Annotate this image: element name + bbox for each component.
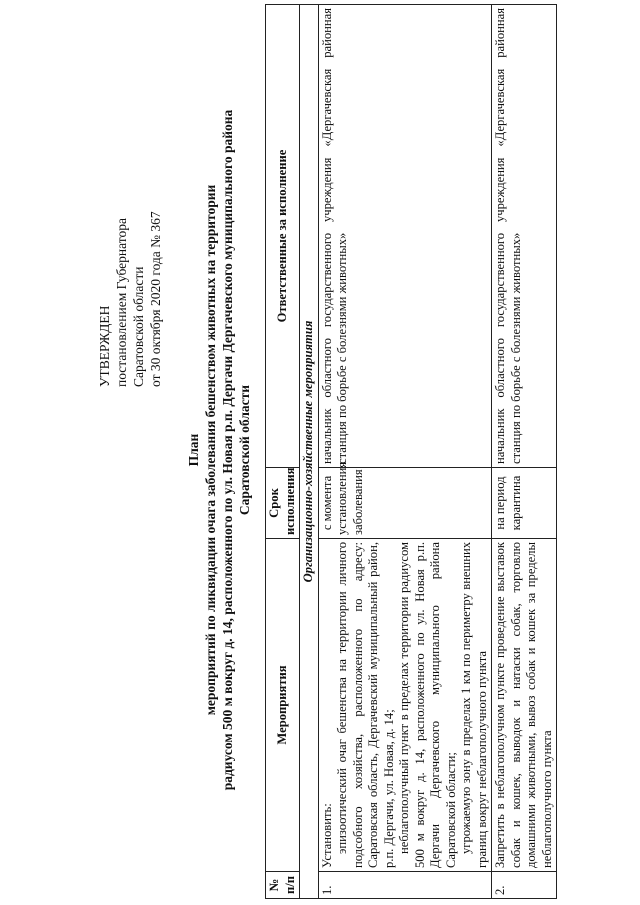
activity-paragraph: эпизоотический очаг бешенства на территории личного подсобного хозяйства, расположенного по адресу: Саратовская область, Дергачевский муниципальный район, р.п. Дергачи, ул. Новая, д. 14;: [335, 542, 396, 868]
activity-lead: Установить:: [319, 803, 334, 868]
row-activity: Запретить в неблагополучном пункте проведение выставок собак и кошек, выводок и натаски собак, торговлю домашними животными, вывоз собак и кошек за пределы неблагополучного пункта: [492, 539, 557, 872]
plan-heading: [185, 25, 253, 875]
plan-subtitle-line: мероприятий по ликвидации очага заболевания бешенством животных на территории: [203, 184, 218, 716]
plan-title: План: [186, 433, 201, 467]
row-term: с момента установления заболевания: [318, 468, 492, 539]
plan-subtitle-line: радиусом 500 м вокруг д. 14, расположенного по ул. Новая р.п. Дергачи Дергачевского муниципального района: [220, 109, 235, 791]
row-num: 1.: [318, 872, 492, 899]
approval-line: постановлением Губернатора: [114, 218, 129, 387]
plan-table: [265, 4, 557, 899]
plan-subtitle-line: Саратовской области: [237, 384, 252, 516]
approval-line: Саратовской области: [131, 266, 146, 387]
table-row: [492, 5, 557, 899]
activity-paragraph: угрожаемую зону в пределах 1 км по периметру внешних границ вокруг неблагополучного пункта: [459, 542, 489, 868]
header-num: № п/п: [266, 872, 300, 899]
row-responsible: начальник областного государственного учреждения «Дергачевская районная станция по борьбе с болезнями животных»: [318, 5, 492, 468]
table-row: [318, 5, 492, 899]
row-num: 2.: [492, 872, 557, 899]
row-term: на период карантина: [492, 468, 557, 539]
activity-paragraph: неблагополучный пункт в пределах территории радиусом 500 м вокруг д. 14, расположенного по ул. Новая р.п. Дергачи Дергачевского муниципального района Саратовской области;: [397, 542, 458, 868]
approval-line: от 30 октября 2020 года № 367: [148, 211, 163, 387]
section-title: Организационно-хозяйственные мероприятия: [300, 5, 319, 899]
approval-stamp: [96, 211, 164, 387]
header-responsible: Ответственные за исполнение: [266, 5, 300, 468]
row-activity: [318, 539, 492, 872]
header-term: Срок исполнения: [266, 468, 300, 539]
header-activity: Мероприятия: [266, 539, 300, 872]
table-header-row: [266, 5, 300, 899]
row-responsible: начальник областного государственного учреждения «Дергачевская районная станция по борьбе с болезнями животных»: [492, 5, 557, 468]
section-row: [300, 5, 319, 899]
approval-title: УТВЕРЖДЕН: [97, 305, 112, 387]
